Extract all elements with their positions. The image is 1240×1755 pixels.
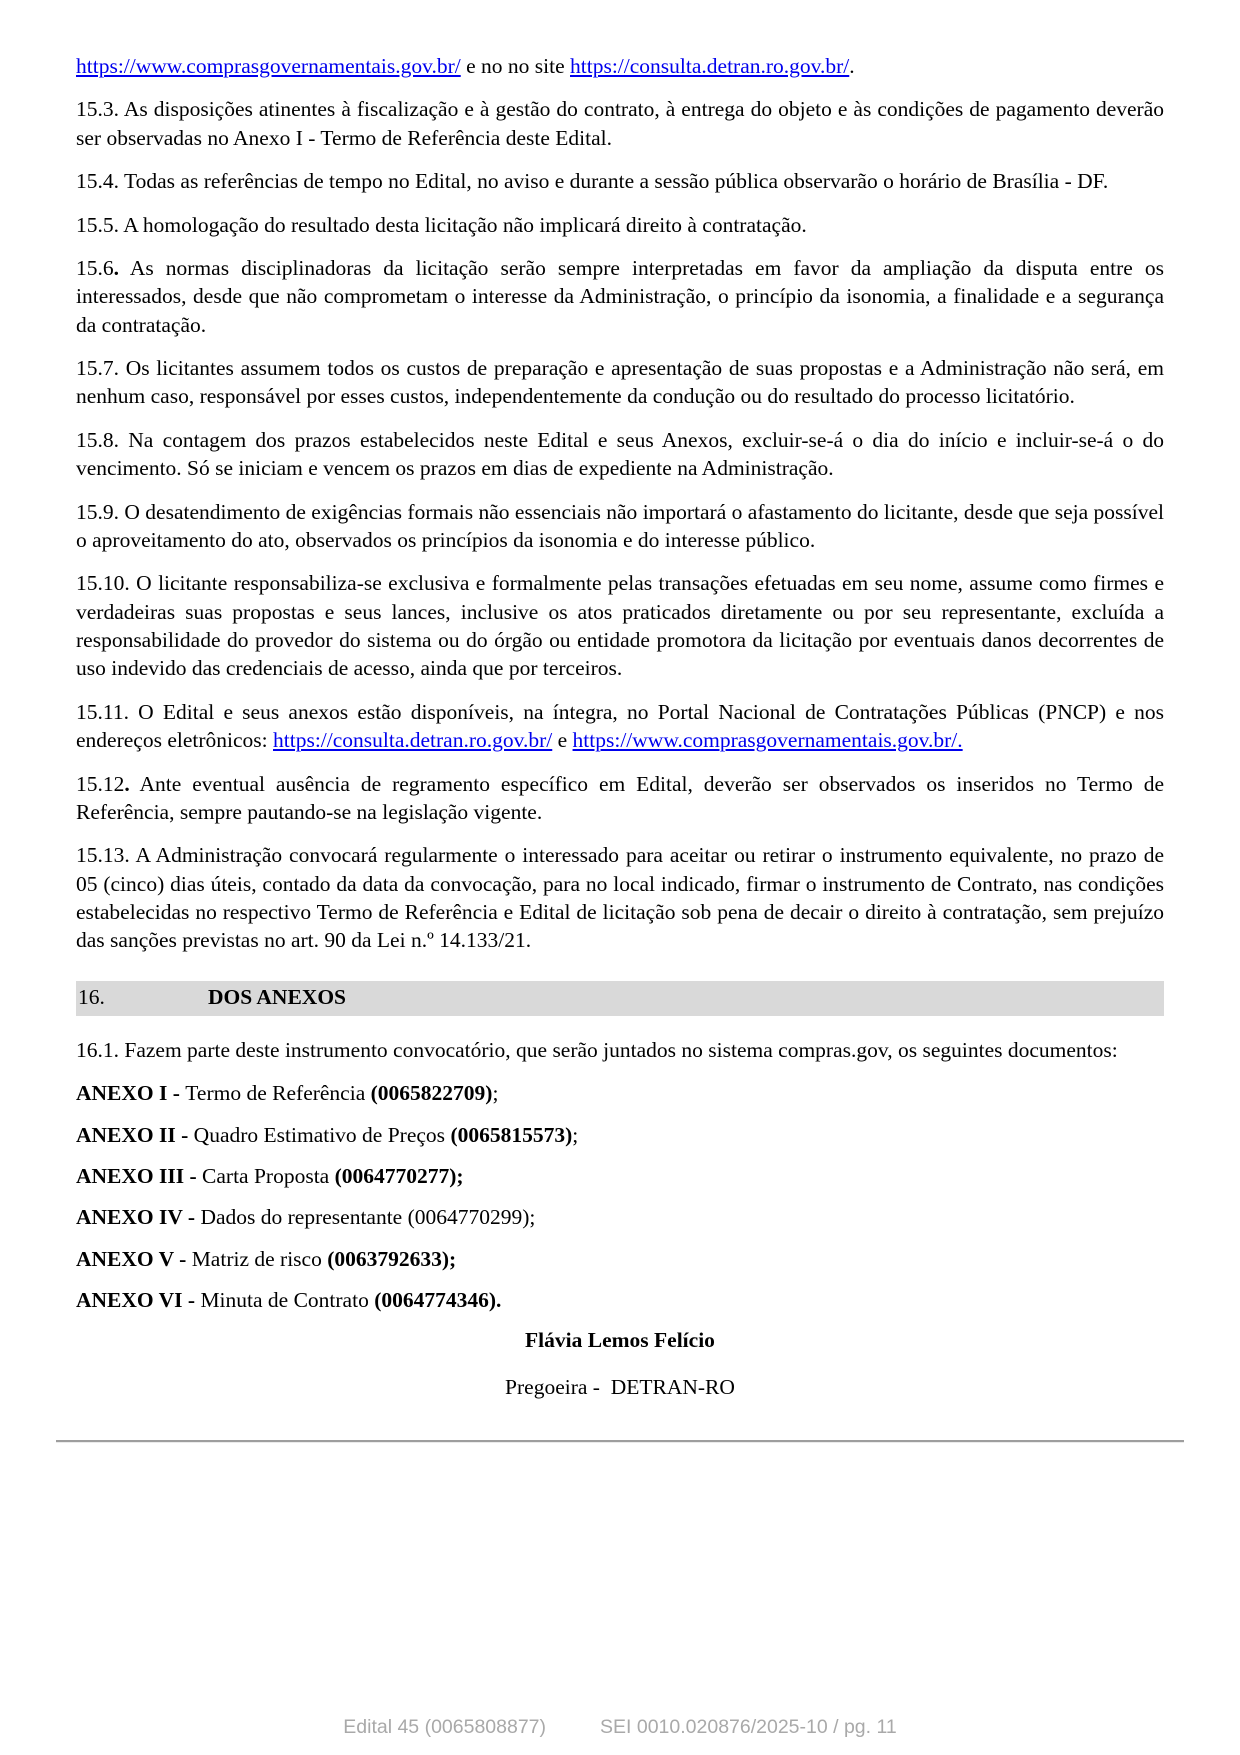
section-title: DOS ANEXOS <box>208 984 346 1009</box>
text-run: 15.4. Todas as referências de tempo no Edital, no aviso e durante a sessão pública observarão o horário de Brasília - DF. <box>76 169 1109 194</box>
text-run: ANEXO VI - <box>76 1288 201 1312</box>
text-run: ; <box>492 1081 499 1106</box>
text-run: 15.8. Na contagem dos prazos estabelecidos neste Edital e seus Anexos, excluir-se-á o dia do início e incluir-se-á o do vencimento. Só se iniciam e vencem os prazos em dias de expediente na Administração. <box>76 427 1164 481</box>
text-run: (0064774346). <box>374 1288 502 1312</box>
signature-block <box>76 1328 1164 1400</box>
text-run: e no no site <box>460 54 571 78</box>
section-number: 16. <box>78 984 105 1009</box>
section-heading-dos-anexos <box>76 981 1164 1016</box>
text-run: 15.6 <box>76 255 114 280</box>
clause-15-13 <box>76 841 1164 955</box>
clause-15-12 <box>76 770 1164 827</box>
text-run: (0065815573) <box>450 1122 573 1147</box>
clause-15-8 <box>76 426 1164 483</box>
text-run: ANEXO III - <box>76 1163 203 1188</box>
text-run: (0065822709) <box>370 1081 493 1106</box>
text-run: 16.1. Fazem parte deste instrumento convocatório, que serão juntados no sistema compras.gov, os seguintes documentos: <box>76 1037 1118 1062</box>
page-footer <box>0 1716 1240 1739</box>
text-run: Ante eventual ausência de regramento específico em Edital, deverão ser observados os inseridos no Termo de Referência, sempre pautando-se na legislação vigente. <box>76 771 1164 824</box>
clause-16-1 <box>76 1036 1164 1064</box>
clause-15-7 <box>76 354 1164 411</box>
text-run: 15.9. O desatendimento de exigências formais não essenciais não importará o afastamento do licitante, desde que seja possível o aproveitamento do ato, observados os princípios da isonomia e do interesse público. <box>76 499 1164 552</box>
clause-15-5 <box>76 211 1164 239</box>
text-run: Matriz de risco <box>191 1246 328 1271</box>
text-run: e <box>552 728 573 753</box>
text-run: ; <box>572 1122 579 1147</box>
hyperlink[interactable]: https://www.comprasgovernamentais.gov.br/ <box>76 54 461 78</box>
anexo-vi <box>76 1286 1164 1314</box>
clause-15-9 <box>76 498 1164 555</box>
signature-role: Pregoeira - DETRAN-RO <box>505 1375 735 1400</box>
clause-15-10 <box>76 569 1164 683</box>
hyperlink[interactable]: https://consulta.detran.ro.gov.br/ <box>273 728 553 753</box>
text-run: 15.10. O licitante responsabiliza-se exclusiva e formalmente pelas transações efetuadas em seu nome, assume como firmes e verdadeiras suas propostas e seus lances, inclusive os atos praticados diretamente ou por seu representante, excluída a responsabilidade do provedor do sistema ou do órgão ou entidade promotora da licitação por eventuais danos decorrentes de uso indevido das credenciais de acesso, ainda que por terceiros. <box>76 571 1164 681</box>
text-run: 15.11. O Edital e seus anexos estão disponíveis, na íntegra, no Portal Nacional de Contratações Públicas (PNCP) e nos endereços eletrônicos: <box>76 699 1164 753</box>
text-run: (0064770277); <box>334 1163 464 1188</box>
clause-15-11 <box>76 698 1164 755</box>
text-run: 15.3. As disposições atinentes à fiscalização e à gestão do contrato, à entrega do objeto e às condições de pagamento deverão ser observadas no Anexo I - Termo de Referência deste Edital. <box>76 97 1164 150</box>
clause-15-2-continuation <box>76 52 1164 80</box>
footer-divider-line <box>56 1440 1184 1442</box>
text-run: ANEXO II - <box>76 1122 194 1147</box>
anexo-iv <box>76 1203 1164 1231</box>
anexo-i <box>76 1079 1164 1107</box>
text-run: Quadro Estimativo de Preços <box>193 1122 451 1147</box>
text-run: . <box>124 771 130 796</box>
text-run: Termo de Referência <box>185 1081 371 1106</box>
clauses-section-15 <box>76 52 1164 955</box>
clause-15-3 <box>76 95 1164 152</box>
footer-sei-page-number: SEI 0010.020876/2025-10 / pg. 11 <box>600 1716 897 1738</box>
anexo-v <box>76 1245 1164 1273</box>
text-run: Dados do representante (0064770299); <box>200 1205 536 1230</box>
text-run: ANEXO I - <box>76 1081 186 1106</box>
clause-15-6 <box>76 254 1164 339</box>
anexo-iii <box>76 1162 1164 1190</box>
clause-15-4 <box>76 167 1164 195</box>
text-run: . <box>113 255 119 280</box>
text-run: 15.7. Os licitantes assumem todos os custos de preparação e apresentação de suas propostas e a Administração não será, em nenhum caso, responsável por esses custos, independentemente da condução ou do resultado do processo licitatório. <box>76 356 1164 409</box>
text-run: Minuta de Contrato <box>200 1288 375 1312</box>
text-run: (0063792633); <box>327 1246 457 1271</box>
text-run: ANEXO IV - <box>76 1205 201 1230</box>
text-run: 15.13. A Administração convocará regularmente o interessado para aceitar ou retirar o instrumento equivalente, no prazo de 05 (cinco) dias úteis, contado da data da convocação, para no local indicado, firmar o instrumento de Contrato, nas condições estabelecidas no respectivo Termo de Referência e Edital de licitação sob pena de decair o direito à contratação, sem prejuízo das sanções previstas no art. 90 da Lei n.º 14.133/21. <box>76 843 1164 953</box>
footer-document-reference: Edital 45 (0065808877) <box>343 1716 547 1738</box>
text-run: 15.12 <box>76 771 125 796</box>
text-run: . <box>849 54 855 78</box>
clauses-section-16 <box>76 1036 1164 1315</box>
text-run: ANEXO V - <box>76 1246 192 1271</box>
text-run: Carta Proposta <box>202 1163 335 1188</box>
hyperlink[interactable]: https://consulta.detran.ro.gov.br/ <box>570 54 850 78</box>
hyperlink[interactable]: https://www.comprasgovernamentais.gov.br/. <box>572 728 963 753</box>
text-run: As normas disciplinadoras da licitação serão sempre interpretadas em favor da ampliação da disputa entre os interessados, desde que não comprometam o interesse da Administração, o princípio da isonomia, a finalidade e a segurança da contratação. <box>76 255 1164 337</box>
text-run: 15.5. A homologação do resultado desta licitação não implicará direito à contratação. <box>76 212 807 237</box>
anexo-ii <box>76 1121 1164 1149</box>
signature-name: Flávia Lemos Felício <box>525 1328 715 1353</box>
